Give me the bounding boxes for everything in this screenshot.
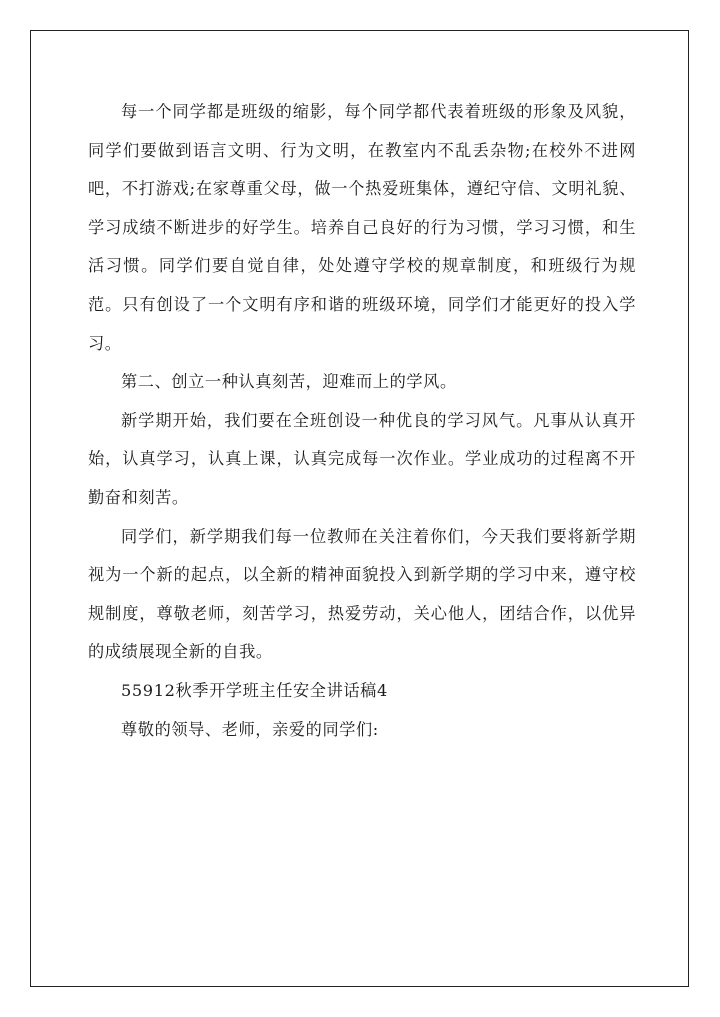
paragraph-class-image: 每一个同学都是班级的缩影，每个同学都代表着班级的形象及风貌，同学们要做到语言文明、行为文明，在教室内不乱丢杂物;在校外不进网吧，不打游戏;在家尊重父母，做一个热爱班集体，遵纪守信、文明礼貌、学习成绩不断进步的好学生。培养自己良好的行为习惯，学习习惯，和生活习惯。同学们要自觉自律，处处遵守学校的规章制度，和班级行为规范。只有创设了一个文明有序和谐的班级环境，同学们才能更好的投入学习。 [88,102,636,353]
paragraph-new-semester: 新学期开始，我们要在全班创设一种优良的学习风气。凡事从认真开始，认真学习，认真上课，认真完成每一次作业。学业成功的过程离不开勤奋和刻苦。 [88,410,636,507]
document-body [88,93,636,749]
speech-title: 55912秋季开学班主任安全讲话稿4 [121,680,388,700]
paragraph-section-two-heading: 第二、创立一种认真刻苦，迎难而上的学风。 [121,372,457,392]
paragraph-students-focus: 同学们，新学期我们每一位教师在关注着你们，今天我们要将新学期视为一个新的起点，以全新的精神面貌投入到新学期的学习中来，遵守校规制度，尊敬老师，刻苦学习，热爱劳动，关心他人，团结合作，以优异的成绩展现全新的自我。 [88,526,636,662]
speech-salutation: 尊敬的领导、老师，亲爱的同学们: [121,719,379,739]
